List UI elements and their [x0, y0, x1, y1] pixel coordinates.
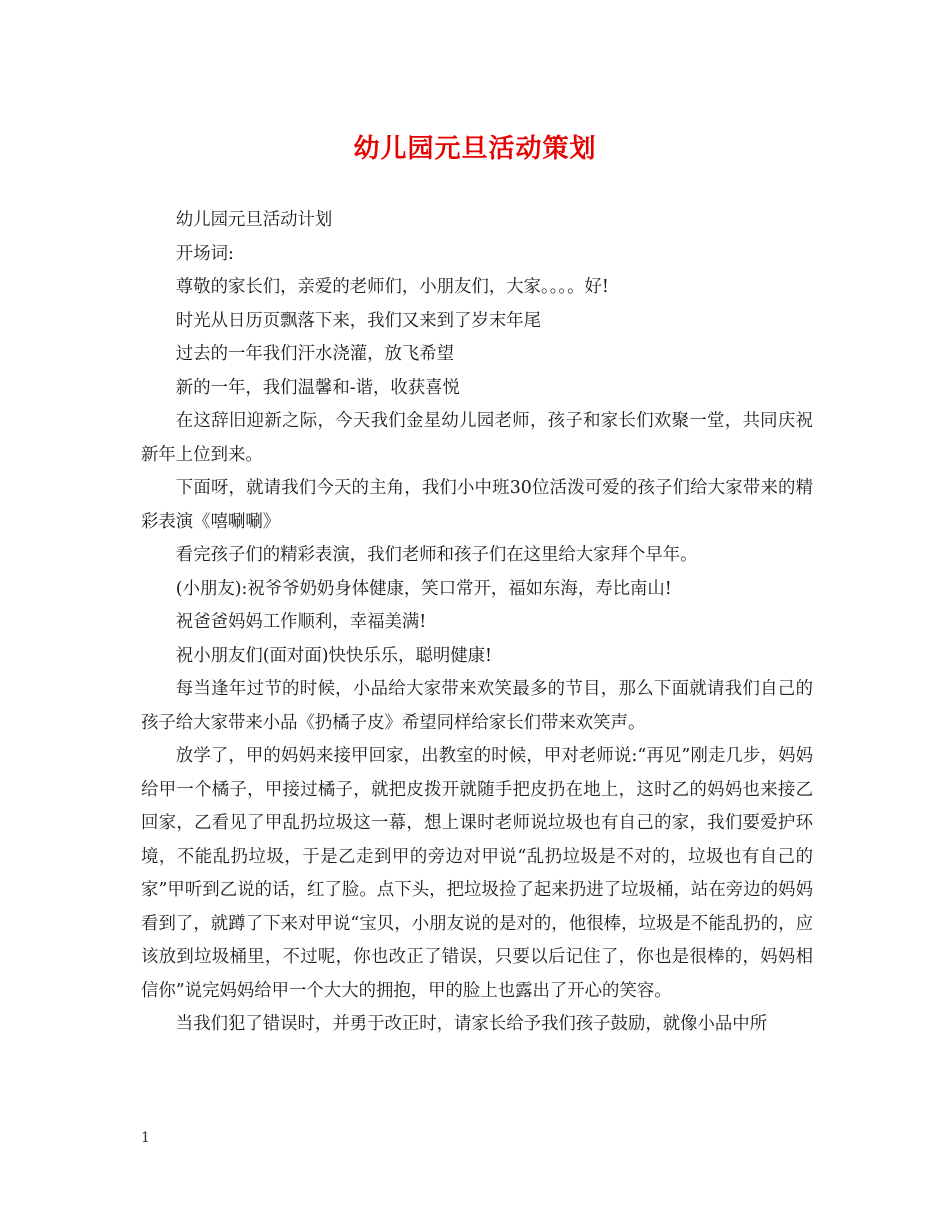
paragraph-wish-parents: 祝爸爸妈妈工作顺利，幸福美满!: [175, 612, 427, 632]
paragraph-wish-children: 祝小朋友们(面对面)快快乐乐，聪明健康!: [175, 645, 492, 666]
paragraph-skit-story: 放学了，甲的妈妈来接甲回家，出教室的时候，甲对老师说:“再见”刚走几步，妈妈给甲一个橘子，甲接过橘子，就把皮拨开就随手把皮扔在地上，这时乙的妈妈也来接乙回家，乙看见了甲乱扔垃圾这一幕，想上课时老师说垃圾也有自己的家，我们要爱护环境，不能乱扔垃圾，于是乙走到甲的旁边对甲说“乱扔垃圾是不对的，垃圾也有自己的家”甲听到乙说的话，红了脸。点下头，把垃圾捡了起来扔进了垃圾桶，站在旁边的妈妈看到了，就蹲了下来对甲说“宝贝，小朋友说的是对的，他很棒，垃圾是不能乱扔的，应该放到垃圾桶里，不过呢，你也改正了错误，只要以后记住了，你也是很棒的，妈妈相信你”说完妈妈给甲一个大大的拥抱，甲的脸上也露出了开心的笑容。: [141, 746, 813, 1001]
paragraph-line: 新的一年，我们温馨和-谐，收获喜悦: [175, 377, 460, 398]
paragraph-closing: 当我们犯了错误时，并勇于改正时，请家长给予我们孩子鼓励，就像小品中所: [175, 1014, 768, 1034]
paragraph-opening-label: 开场词:: [175, 243, 234, 264]
paragraph-greeting: 尊敬的家长们，亲爱的老师们，小朋友们，大家。。。。好!: [175, 277, 609, 297]
paragraph-new-year-greeting: 看完孩子们的精彩表演，我们老师和孩子们在这里给大家拜个早年。: [175, 545, 698, 565]
paragraph-performance-intro: 下面呀，就请我们今天的主角，我们小中班30位活泼可爱的孩子们给大家带来的精彩表演《嘻唰唰》: [141, 478, 813, 532]
paragraph-skit-intro: 每当逢年过节的时候，小品给大家带来欢笑最多的节目，那么下面就请我们自己的孩子给大家带来小品《扔橘子皮》希望同样给家长们带来欢笑声。: [141, 679, 813, 733]
document-title: 幼儿园元旦活动策划: [353, 134, 597, 164]
paragraph-line: 时光从日历页飘落下来，我们又来到了岁末年尾: [175, 310, 542, 331]
paragraph-line: 过去的一年我们汗水浇灌，放飞希望: [175, 344, 455, 364]
document-body: [141, 204, 813, 1042]
paragraph-celebration: 在这辞旧迎新之际，今天我们金星幼儿园老师，孩子和家长们欢聚一堂，共同庆祝新年上位到来。: [141, 411, 813, 465]
paragraph-plan-heading: 幼儿园元旦活动计划: [175, 210, 333, 230]
paragraph-wish-grandparents: (小朋友):祝爷爷奶奶身体健康，笑口常开，福如东海，寿比南山!: [175, 578, 672, 599]
page-number: 1: [141, 1130, 150, 1146]
